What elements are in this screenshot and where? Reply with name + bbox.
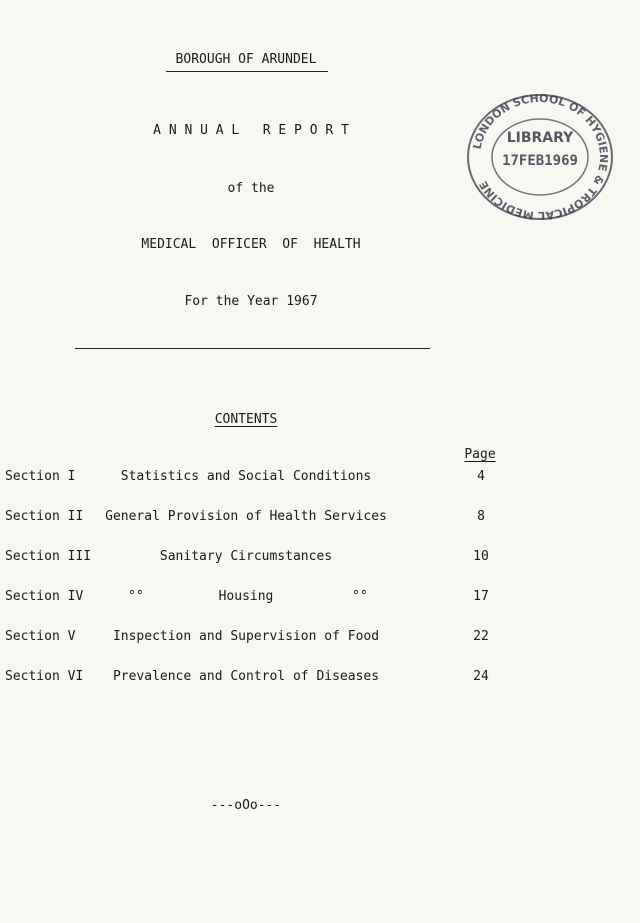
section-label: Section I	[5, 469, 76, 484]
section-page: 4	[477, 469, 485, 484]
section-label: Section III	[5, 549, 92, 564]
borough-underline	[166, 71, 328, 72]
section-title: Housing	[218, 589, 274, 604]
section-title: General Provision of Health Services	[105, 509, 387, 524]
page-column-heading: Page	[464, 447, 496, 462]
report-title: A N N U A L R E P O R T	[153, 123, 349, 138]
svg-text:LIBRARY: LIBRARY	[506, 130, 574, 146]
svg-text:17FEB1969: 17FEB1969	[502, 153, 578, 169]
section-label: Section IV	[5, 589, 84, 604]
report-officer: MEDICAL OFFICER OF HEALTH	[141, 237, 361, 252]
section-label: Section VI	[5, 669, 84, 684]
svg-text:LONDON SCHOOL OF HYGIENE & TRO: LONDON SCHOOL OF HYGIENE & TROPICAL MEDICINE	[470, 92, 611, 222]
report-of-the: of the	[227, 181, 275, 196]
leader-dots-right: °°	[352, 589, 368, 604]
section-title: Prevalence and Control of Diseases	[112, 669, 380, 684]
section-title: Statistics and Social Conditions	[120, 469, 372, 484]
leader-dots-left: °°	[128, 589, 144, 604]
section-page: 8	[477, 509, 485, 524]
library-stamp	[462, 92, 618, 222]
section-label: Section V	[5, 629, 76, 644]
section-page: 24	[473, 669, 489, 684]
section-label: Section II	[5, 509, 84, 524]
contents-heading: CONTENTS	[214, 412, 278, 427]
report-year: For the Year 1967	[184, 294, 318, 309]
section-title: Inspection and Supervision of Food	[112, 629, 380, 644]
section-page: 17	[473, 589, 489, 604]
header-divider	[75, 348, 430, 349]
section-title: Sanitary Circumstances	[159, 549, 333, 564]
section-page: 22	[473, 629, 489, 644]
section-page: 10	[473, 549, 489, 564]
borough-title: BOROUGH OF ARUNDEL	[175, 52, 317, 67]
library-stamp-seal	[462, 92, 618, 222]
end-mark: ---oOo---	[210, 798, 282, 813]
